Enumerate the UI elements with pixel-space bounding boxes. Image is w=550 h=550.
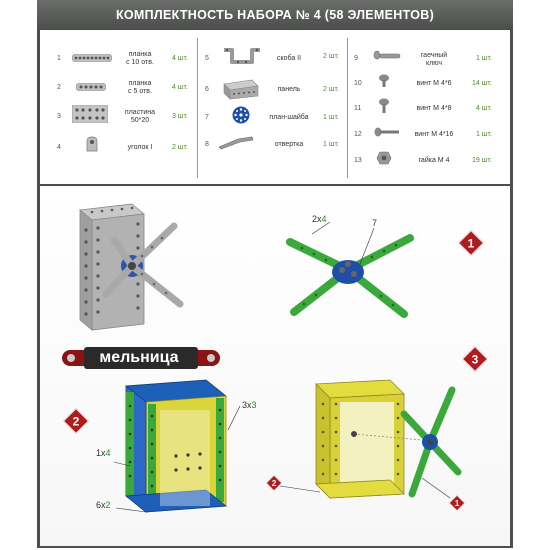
label-text: 3x: [242, 400, 252, 410]
part-number: 6: [205, 86, 209, 93]
page-title: КОМПЛЕКТНОСТЬ НАБОРА № 4 (58 ЭЛЕМЕНТОВ): [37, 0, 513, 30]
callout-marker: [265, 474, 283, 492]
part-count: 2 шт.: [172, 144, 188, 151]
part-count: 3 шт.: [172, 113, 188, 120]
part-name: уголок I: [127, 144, 153, 151]
column-divider: [347, 38, 348, 178]
part-number: 11: [354, 105, 362, 112]
part-number: 1: [57, 55, 61, 62]
step-badge: [63, 408, 89, 434]
part-name: отвертка: [274, 141, 304, 148]
step-badge: [458, 230, 484, 256]
step-badge-number: 1: [467, 236, 475, 251]
nut-m4-icon: [376, 151, 392, 165]
label-number: 4: [321, 214, 327, 224]
step1-label-b: 7: [372, 218, 378, 228]
step2-frame-illustration: [96, 366, 246, 524]
label-number: 4: [105, 448, 111, 458]
windmill-model-illustration: [62, 196, 202, 346]
part-number: 8: [205, 141, 209, 148]
step2-label-a: [242, 400, 257, 410]
part-count: 1 шт.: [476, 131, 492, 138]
callout-marker: [448, 494, 466, 512]
part-count: 4 шт.: [172, 55, 188, 62]
screwdriver-icon: [218, 136, 254, 150]
part-number: 3: [57, 113, 61, 120]
part-number: 7: [205, 114, 209, 121]
part-name: панель: [277, 86, 301, 93]
step2-label-b: [96, 448, 111, 458]
part-count: 4 шт.: [172, 84, 188, 91]
part-count: 2 шт.: [323, 86, 339, 93]
callout-number: 2: [271, 478, 277, 489]
part-count: 1 шт.: [476, 55, 492, 62]
screw-m4-8-icon: [378, 98, 390, 114]
part-name: гайка М 4: [418, 157, 450, 164]
callout-number: 1: [454, 498, 460, 509]
screw-m4-16-icon: [374, 127, 400, 137]
part-name: скоба II: [276, 55, 302, 62]
label-number: 3: [251, 400, 257, 410]
part-number: 2: [57, 84, 61, 91]
plate-icon: [72, 105, 108, 123]
part-number: 4: [57, 144, 61, 151]
part-count: 2 шт.: [323, 53, 339, 60]
part-number: 13: [354, 157, 362, 164]
part-name: винт М 4*8: [416, 105, 452, 112]
part-count: 1 шт.: [323, 141, 339, 148]
strip-5-holes-icon: [76, 83, 106, 91]
step1-label-a: [312, 214, 327, 224]
step1-cross-illustration: [278, 214, 418, 324]
label-text: 2x: [312, 214, 322, 224]
part-name: винт М 4*6: [416, 80, 452, 87]
part-count: 4 шт.: [476, 105, 492, 112]
step3-assembly-illustration: [270, 374, 470, 524]
part-name: пластина 50*20: [124, 109, 156, 124]
step-badge-number: 2: [72, 414, 80, 429]
label-text: 1x: [96, 448, 106, 458]
part-count: 14 шт.: [472, 80, 492, 87]
part-number: 12: [354, 131, 362, 138]
part-name: винт М 4*16: [414, 131, 454, 138]
part-name: план-шайба: [269, 114, 309, 121]
part-number: 10: [354, 80, 362, 87]
step-badge-number: 3: [471, 352, 479, 367]
part-number: 5: [205, 55, 209, 62]
part-name: планка с 5 отв.: [128, 80, 152, 95]
step-badge: [462, 346, 488, 372]
screw-m4-6-icon: [378, 74, 390, 88]
strip-10-holes-icon: [72, 54, 112, 62]
model-name: мельница: [99, 349, 179, 366]
label-text: 6x: [96, 500, 106, 510]
part-number: 9: [354, 55, 358, 62]
part-count: 19 шт.: [472, 157, 492, 164]
wrench-icon: [372, 50, 402, 64]
bracket-u-icon: [222, 46, 262, 68]
step2-label-c: [96, 500, 111, 510]
washer-plate-icon: [232, 106, 250, 124]
label-number: 2: [105, 500, 111, 510]
part-count: 1 шт.: [323, 114, 339, 121]
part-name: гаечный ключ: [420, 52, 448, 67]
column-divider: [197, 38, 198, 178]
part-name: планка с 10 отв.: [126, 51, 154, 66]
angle-bracket-icon: [85, 136, 99, 152]
panel-icon: [222, 78, 260, 100]
